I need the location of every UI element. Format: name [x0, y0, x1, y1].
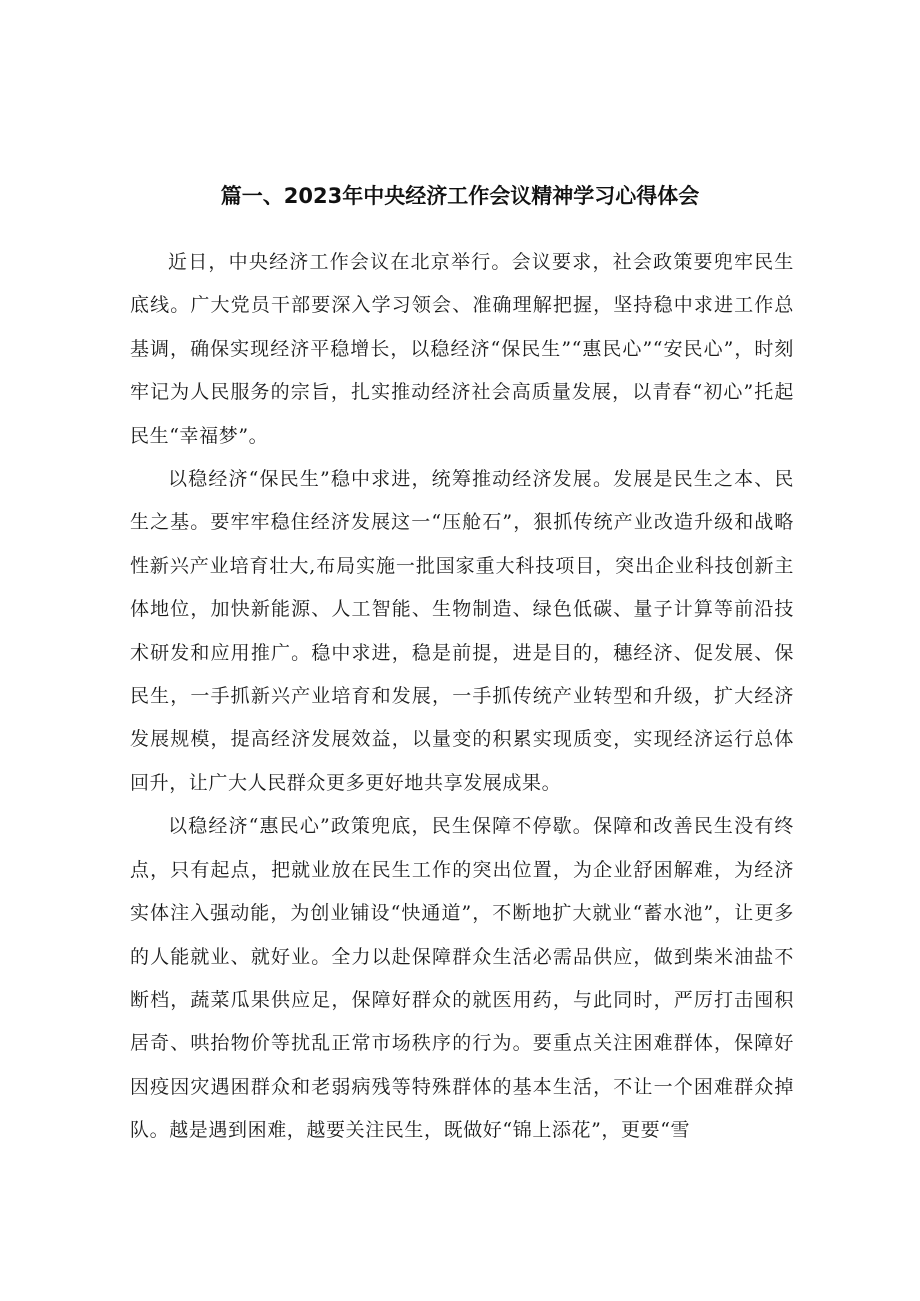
paragraph-3: 以稳经济“惠民心”政策兜底，民生保障不停歇。保障和改善民生没有终点，只有起点，把就业放在民生工作的突出位置，为企业舒困解难，为经济实体注入强动能，为创业铺设“快通道”，不断地扩大就业“蓄水池”，让更多的人能就业、就好业。全力以赴保障群众生活必需品供应，做到柴米油盐不断档，蔬菜瓜果供应足，保障好群众的就医用药，与此同时，严厉打击囤积居奇、哄抬物价等扰乱正常市场秩序的行为。要重点关注困难群体，保障好因疫因灾遇困群众和老弱病残等特殊群体的基本生活，不让一个困难群众掉队。越是遇到困难，越要关注民生，既做好“锦上添花”，更要“雪: [130, 815, 794, 1142]
document-body: [130, 241, 794, 1153]
paragraph-2: 以稳经济“保民生”稳中求进，统筹推动经济发展。发展是民生之本、民生之基。要牢牢稳住经济发展这一“压舱石”，狠抓传统产业改造升级和战略性新兴产业培育壮大,布局实施一批国家重大科技项目，突出企业科技创新主体地位，加快新能源、人工智能、生物制造、绿色低碳、量子计算等前沿技术研发和应用推广。稳中求进，稳是前提，进是目的，穗经济、促发展、保民生，一手抓新兴产业培育和发展，一手抓传统产业转型和升级，扩大经济发展规模，提高经济发展效益，以量变的积累实现质变，实现经济运行总体回升，让广大人民群众更多更好地共享发展成果。: [130, 468, 794, 794]
document-title: 篇一、2023年中央经济工作会议精神学习心得体会: [220, 184, 700, 208]
paragraph-1: 近日，中央经济工作会议在北京举行。会议要求，社会政策要兜牢民生底线。广大党员干部要深入学习领会、准确理解把握，坚持稳中求进工作总基调，确保实现经济平稳增长，以稳经济“保民生”“惠民心”“安民心”，时刻牢记为人民服务的宗旨，扎实推动经济社会高质量发展，以青春“初心”托起民生“幸福梦”。: [130, 251, 794, 447]
